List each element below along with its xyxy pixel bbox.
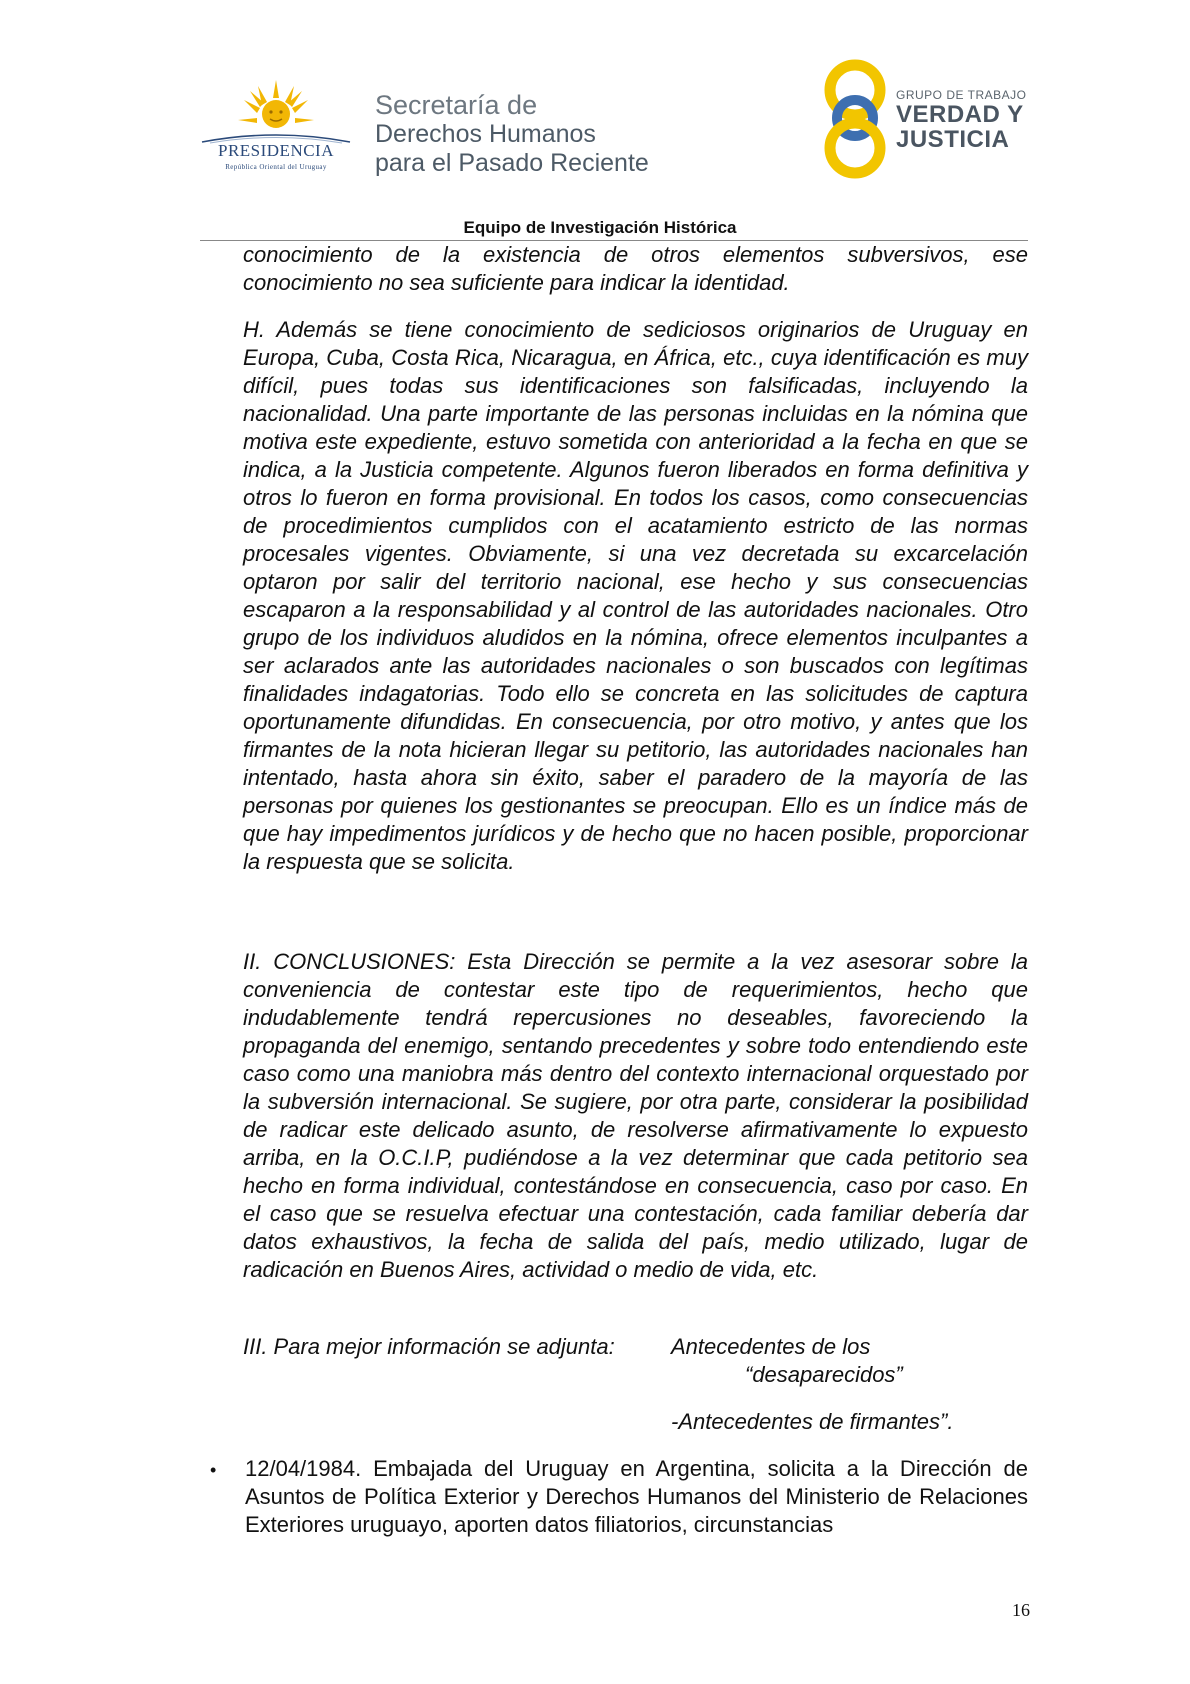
document-body-continuation [243,241,1028,317]
paragraph-continuation: conocimiento de la existencia de otros elementos subversivos, ese conocimiento no sea suficiente para indicar la identidad. [243,242,1028,295]
paragraph-conclusions: II. CONCLUSIONES: Esta Dirección se permite a la vez asesorar sobre la conveniencia de contestar este tipo de requerimientos, hecho que indudablemente tendrá repercusiones no deseables, favoreciendo la propaganda del enemigo, sentando precedentes y sobre todo entendiendo este caso como una maniobra más dentro del contexto internacional orquestado por la subversión internacional. Se sugiere, por otra parte, considerar la posibilidad de radicar este delicado asunto, de resolverse afirmativamente lo expuesto arriba, en la O.C.I.P, pudiéndose a la vez determinar que cada petitorio sea hecho en forma individual, contestándose en consecuencia, caso por caso. En el caso que se resuelva efectuar una contestación, cada familiar debería dar datos exhaustivos, la fecha de salida del país, medio utilizado, lugar de radicación en Buenos Aires, actividad o medio de vida, etc. [243,949,1028,1282]
paragraph-h: H. Además se tiene conocimiento de sediciosos originarios de Uruguay en Europa, Cuba, Costa Rica, Nicaragua, en África, etc., cuya identificación es muy difícil, pues todas sus identificaciones son falsificadas, incluyendo la nacionalidad. Una parte importante de las personas incluidas en la nómina que motiva este expediente, estuvo sometida con anterioridad a la fecha en que se indica, a la Justicia competente. Algunos fueron liberados en forma definitiva y otros lo fueron en forma provisional. En todos los casos, como consecuencias de procedimientos cumplidos con el acatamiento estricto de las normas procesales vigentes. Obviamente, si una vez decretada su excarcelación optaron por salir del territorio nacional, ese hecho y sus consecuencias escaparon a la responsabilidad y al control de las autoridades nacionales. Otro grupo de los individuos aludidos en la nómina, ofrece elementos inculpantes a ser aclarados ante las autoridades nacionales o son buscados con legítimas finalidades indagatorias. Todo ello se concreta en las solicitudes de captura oportunamente difundidas. En consecuencia, por otro motivo, y antes que los firmantes de la nota hicieran llegar su petitorio, las autoridades nacionales han intentado, hasta ahora sin éxito, saber el paradero de la mayoría de las personas por quienes los gestionantes se preocupan. Ello es un índice más de que hay impedimentos jurídicos y de hecho que no hacen posible, proporcionar la respuesta que se solicita. [243,317,1028,874]
chronology-entry: 12/04/1984. Embajada del Uruguay en Argentina, solicita a la Dirección de Asuntos de Política Exterior y Derechos Humanos del Ministerio de Relaciones Exteriores uruguayo, aporten datos filiatorios, circunstancias [245,1456,1028,1537]
verdad-y-justicia-wordmark [896,88,1026,152]
grupo-de-trabajo-label: GRUPO DE TRABAJO [896,88,1027,102]
page-number: 16 [1012,1600,1030,1620]
presidencia-title: PRESIDENCIA [217,141,334,160]
attachments-label: III. Para mejor información se adjunta: [243,1334,615,1359]
team-title: Equipo de Investigación Histórica [463,218,737,237]
linked-rings-icon [822,56,888,180]
presidencia-logo [196,78,356,178]
attachment-item-2: -Antecedentes de firmantes”. [671,1409,954,1434]
secretaria-line-3: para el Pasado Reciente [375,149,649,177]
secretaria-title [375,90,649,178]
attachment-item-1: Antecedentes de los [671,1334,871,1359]
verdad-y-justicia-logo [822,56,1032,180]
page-header [0,0,1190,245]
presidencia-subtitle: República Oriental del Uruguay [225,163,327,171]
document-body-section-h [243,316,1028,896]
verdad-y-label: VERDAD Y [896,101,1024,128]
document-body-conclusions [243,948,1028,1304]
secretaria-line-2: Derechos Humanos [375,120,596,148]
bullet-point: • [210,1460,217,1480]
secretaria-line-1: Secretaría de [375,90,538,120]
attachment-item-1-continuation: “desaparecidos” [745,1362,903,1387]
justicia-label: JUSTICIA [896,126,1010,153]
